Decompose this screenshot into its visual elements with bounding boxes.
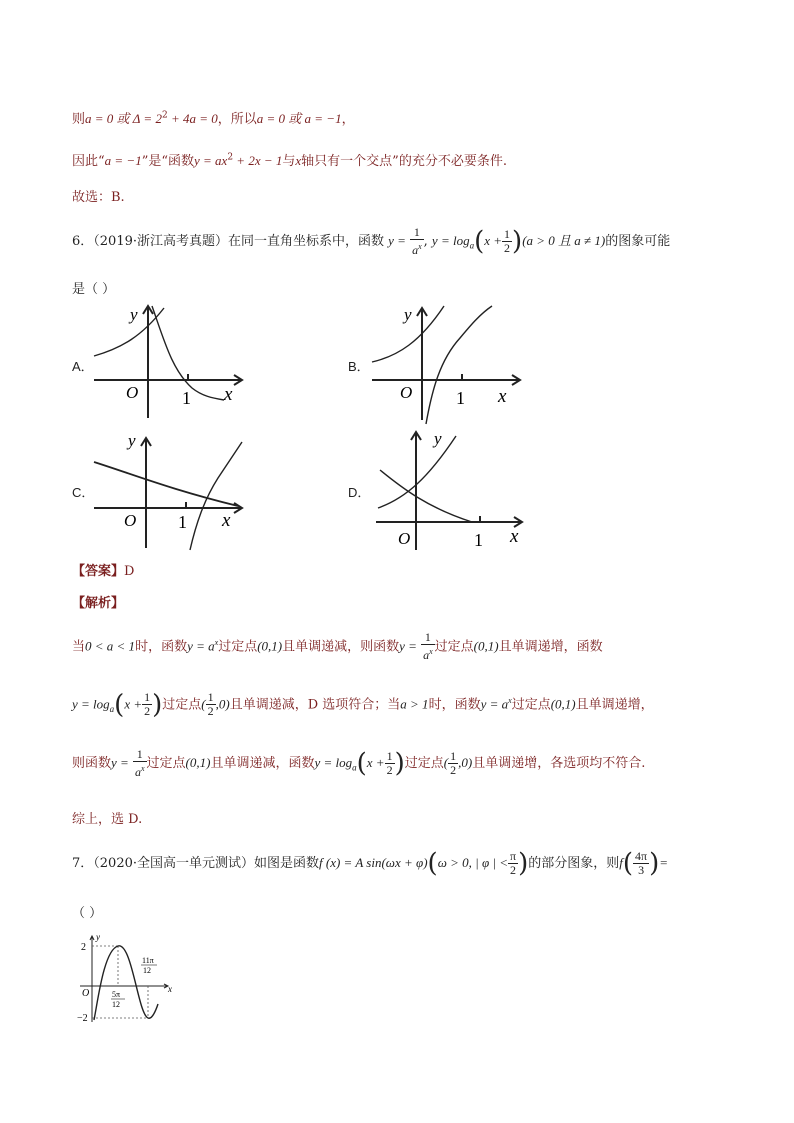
- axis-y: y: [404, 305, 412, 324]
- curve-log-dec: [380, 470, 472, 522]
- axis-o: O: [126, 383, 139, 402]
- graph-option-b: [370, 300, 530, 430]
- label-o: O: [82, 988, 90, 999]
- axis-x: x: [222, 510, 231, 531]
- solution-line-2: 因此“a = −1”是“函数$y = ax^2 + 2x - 1$与x轴只有一个交点”的充分不必要条件.: [72, 152, 507, 169]
- label-mtwo: −2: [77, 1013, 88, 1024]
- graph-option-a: [92, 300, 252, 422]
- axis-y: y: [130, 305, 138, 324]
- analysis-p2: $y = \log_a(x$ + $\frac{1}{2}$ )过定点( $\frac{1}{2}$ ,0)且单调递减，D 选项符合；当a > 1时，函数$y = a^x$过定点(0,1)且单调递增，: [72, 689, 654, 720]
- tick-5pi-den: 12: [112, 1000, 120, 1009]
- answer: 【答案】D: [72, 564, 135, 579]
- axis-x: x: [224, 384, 233, 405]
- tick-5pi-num: 5π: [112, 990, 121, 999]
- analysis-p4: 综上，选 D.: [72, 812, 143, 827]
- curve-dec-exp: [94, 462, 238, 506]
- fraction-1-over-ax: $\frac{1}{a^x}$: [412, 225, 422, 257]
- axis-one: 1: [178, 512, 187, 532]
- fraction-half: $\frac{1}{2}$: [504, 227, 511, 255]
- q7-stem-2: （ ）: [72, 906, 103, 921]
- option-a-label: A．: [72, 359, 94, 374]
- label-x: x: [168, 984, 172, 994]
- axis-x: x: [510, 526, 519, 547]
- axis-x: x: [498, 386, 507, 407]
- label-y: y: [96, 932, 100, 942]
- option-d-label: D．: [348, 485, 371, 500]
- axis-y: y: [434, 429, 442, 448]
- curve-recip: [152, 306, 224, 400]
- analysis-p3: 则函数y = $\frac{1}{a^x}$ 过定点(0,1)且单调递减，函数$y = \log_a(x$ + $\frac{1}{2}$ )过定点( $\frac{1}{2}$ ,0)且单调递增，各选项均不符合.: [72, 747, 646, 779]
- q6-stem: 6．（2019·浙江高考真题）在同一直角坐标系中，函数 y = $\frac{1}{a^x}$ , $y = \log_a(x$ + $\frac{1}{2}$ )(a > 0 且 a ≠ 1)的图象可能: [72, 225, 671, 257]
- option-c-label: C．: [72, 485, 95, 500]
- solution-line-3: 故选：B.: [72, 190, 125, 205]
- q7-stem: 7．（2020·全国高一单元测试）如图是函数f (x) = A sin(ωx + φ)(ω > 0, | φ | < $\frac{\pi}{2}$ )的部分图象，则f( $\frac{4\pi}{3}$ )=: [72, 848, 669, 879]
- axis-o: O: [398, 529, 411, 548]
- graph-option-d: [372, 428, 532, 552]
- axis-y: y: [128, 431, 136, 450]
- axis-one: 1: [474, 530, 483, 550]
- axis-o: O: [124, 511, 137, 530]
- graph-q7: [76, 930, 176, 1026]
- tick-11pi-den: 12: [143, 966, 151, 975]
- curve-exp: [94, 308, 164, 356]
- axis-o: O: [400, 383, 413, 402]
- tick-11pi-num: 11π: [142, 956, 154, 965]
- q6-stem-2: 是（ ）: [72, 282, 116, 297]
- option-b-label: B．: [348, 359, 370, 374]
- graph-option-c: [92, 428, 252, 552]
- analysis-p1: 当0 < a < 1时，函数$y = a^x$过定点(0,1)且单调递减，则函数y = $\frac{1}{a^x}$ 过定点(0,1)且单调递增，函数: [72, 630, 603, 663]
- axis-one: 1: [456, 388, 465, 408]
- axis-one: 1: [182, 388, 191, 408]
- solution-line-1: 则a = 0 或 $\Delta = 2^2 + 4a = 0$，所以a = 0 或 a = −1，: [72, 110, 355, 127]
- analysis-label: 【解析】: [72, 596, 125, 611]
- label-two: 2: [81, 942, 86, 953]
